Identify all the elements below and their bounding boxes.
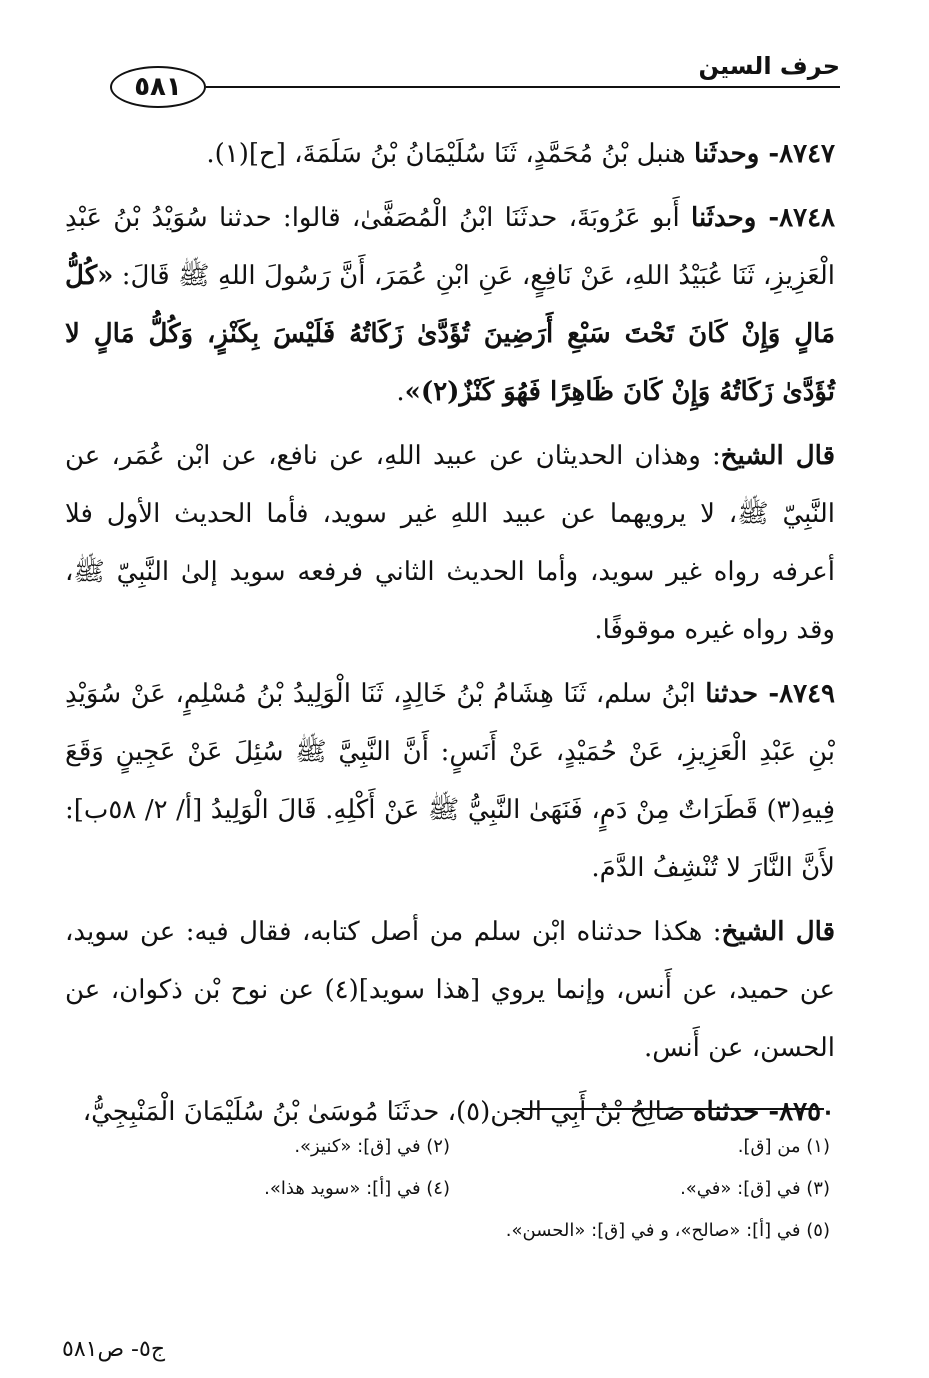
- hadith-number: ٨٧٤٨-: [756, 203, 836, 233]
- narration-keyword: حدثناه: [692, 1097, 760, 1127]
- chapter-title: حرف السين: [698, 52, 840, 80]
- footnote-5: (٥) في [أ]: «صالح»، و في [ق]: «الحسن».: [505, 1219, 830, 1241]
- footnote-2: (٢) في [ق]: «كنيز».: [294, 1135, 450, 1157]
- shaykh-label: قال الشيخ: [721, 917, 835, 947]
- page-header: [110, 52, 840, 102]
- footnote-row: [150, 1167, 830, 1209]
- footnote-row: [150, 1125, 830, 1167]
- footnote-1: (١) من [ق].: [737, 1135, 830, 1157]
- narration-keyword: وحدثَنا: [694, 139, 760, 169]
- hadith-8748: [65, 189, 835, 421]
- hadith-text: هنبل بْنُ مُحَمَّدٍ، ثَنَا سُلَيْمَانُ بْنُ سَلَمَةَ، [ح](١).: [206, 139, 695, 169]
- hadith-8749: [65, 665, 835, 897]
- hadith-number: ٨٧٤٧-: [759, 139, 835, 169]
- footnote-separator: [522, 1108, 824, 1110]
- matn-text: «كُلُّ مَالٍ وَإِنْ كَانَ تَحْتَ سَبْعِ أَرَضِينَ تُؤَدَّىٰ زَكَاتُهُ فَلَيْسَ بِكَنْزٍ، وَكُلُّ مَالٍ لا تُؤَدَّىٰ زَكَاتُهُ وَإِنْ كَانَ ظَاهِرًا فَهُوَ كَنْزٌ(٢)»: [65, 261, 835, 407]
- page-number-badge: ٥٨١: [110, 66, 206, 108]
- narration-keyword: حدثنا: [705, 679, 759, 709]
- footnote-3: (٣) في [ق]: «في».: [680, 1177, 830, 1199]
- comment-text: : هكذا حدثناه ابْن سلم من أصل كتابه، فقال فيه: عن سويد، عن حميد، عن أَنس، وإنما يروي [هذا سويد](٤) عن نوح بْن ذكوان، عن الحسن، عن أَنس.: [65, 917, 835, 1063]
- narration-keyword: وحدثَنا: [691, 203, 757, 233]
- shaykh-comment-2: [65, 903, 835, 1077]
- hadith-text: ابْنُ سلم، ثَنَا هِشَامُ بْنُ خَالِدٍ، ثَنَا الْوَلِيدُ بْنُ مُسْلِمٍ، عَنْ سُوَيْدِ بْنِ عَبْدِ الْعَزِيزِ، عَنْ حُمَيْدٍ، عَنْ أَنَسٍ: أَنَّ النَّبِيَّ ﷺ سُئِلَ عَنْ عَجِينٍ وَقَعَ فِيهِ(٣) قَطَرَاتٌ مِنْ دَمٍ، فَنَهَىٰ النَّبِيُّ ﷺ عَنْ أَكْلِهِ. قَالَ الْوَلِيدُ [أ/ ٢/ ٥٨ب]: لأَنَّ النَّارَ لا تُنْشِفُ الدَّمَ.: [65, 679, 835, 883]
- shaykh-comment-1: [65, 427, 835, 659]
- hadith-text: صَالِحُ بْنُ أَبِي الجن(٥)، حدثَنَا مُوسَىٰ بْنُ سُلَيْمَانَ الْمَنْبِجِيُّ،: [82, 1097, 693, 1127]
- isnad-text: أَبو عَرُوبَةَ، حدثَنَا ابْنُ الْمُصَفَّىٰ، قالوا: حدثنا سُوَيْدُ بْنُ عَبْدِ الْعَزِيزِ، ثَنَا عُبَيْدُ اللهِ، عَنْ نَافِعٍ، عَنِ ابْنِ عُمَرَ، أَنَّ رَسُولَ اللهِ ﷺ قَالَ:: [65, 203, 835, 291]
- shaykh-label: قال الشيخ: [720, 441, 835, 471]
- hadith-8747: [65, 125, 835, 183]
- hadith-number: ٨٧٥٠-: [759, 1097, 835, 1127]
- tail-text: .: [396, 377, 405, 407]
- page-reference: ج٥- ص٥٨١: [62, 1337, 166, 1362]
- page-body: [65, 125, 835, 1147]
- footnotes: [150, 1125, 830, 1251]
- footnote-4: (٤) في [أ]: «سويد هذا».: [264, 1177, 450, 1199]
- hadith-number: ٨٧٤٩-: [758, 679, 835, 709]
- footnote-row: [150, 1209, 830, 1251]
- header-rule: [206, 86, 840, 88]
- comment-text: : وهذان الحديثان عن عبيد اللهِ، عن نافع، عن ابْن عُمَر، عن النَّبِيّ ﷺ، لا يرويهما عن عبيد اللهِ غير سويد، فأما الحديث الأول فلا أعرفه رواه غير سويد، وأما الحديث الثاني فرفعه سويد إلىٰ النَّبِيّ ﷺ، وقد رواه غيره موقوفًا.: [65, 441, 835, 645]
